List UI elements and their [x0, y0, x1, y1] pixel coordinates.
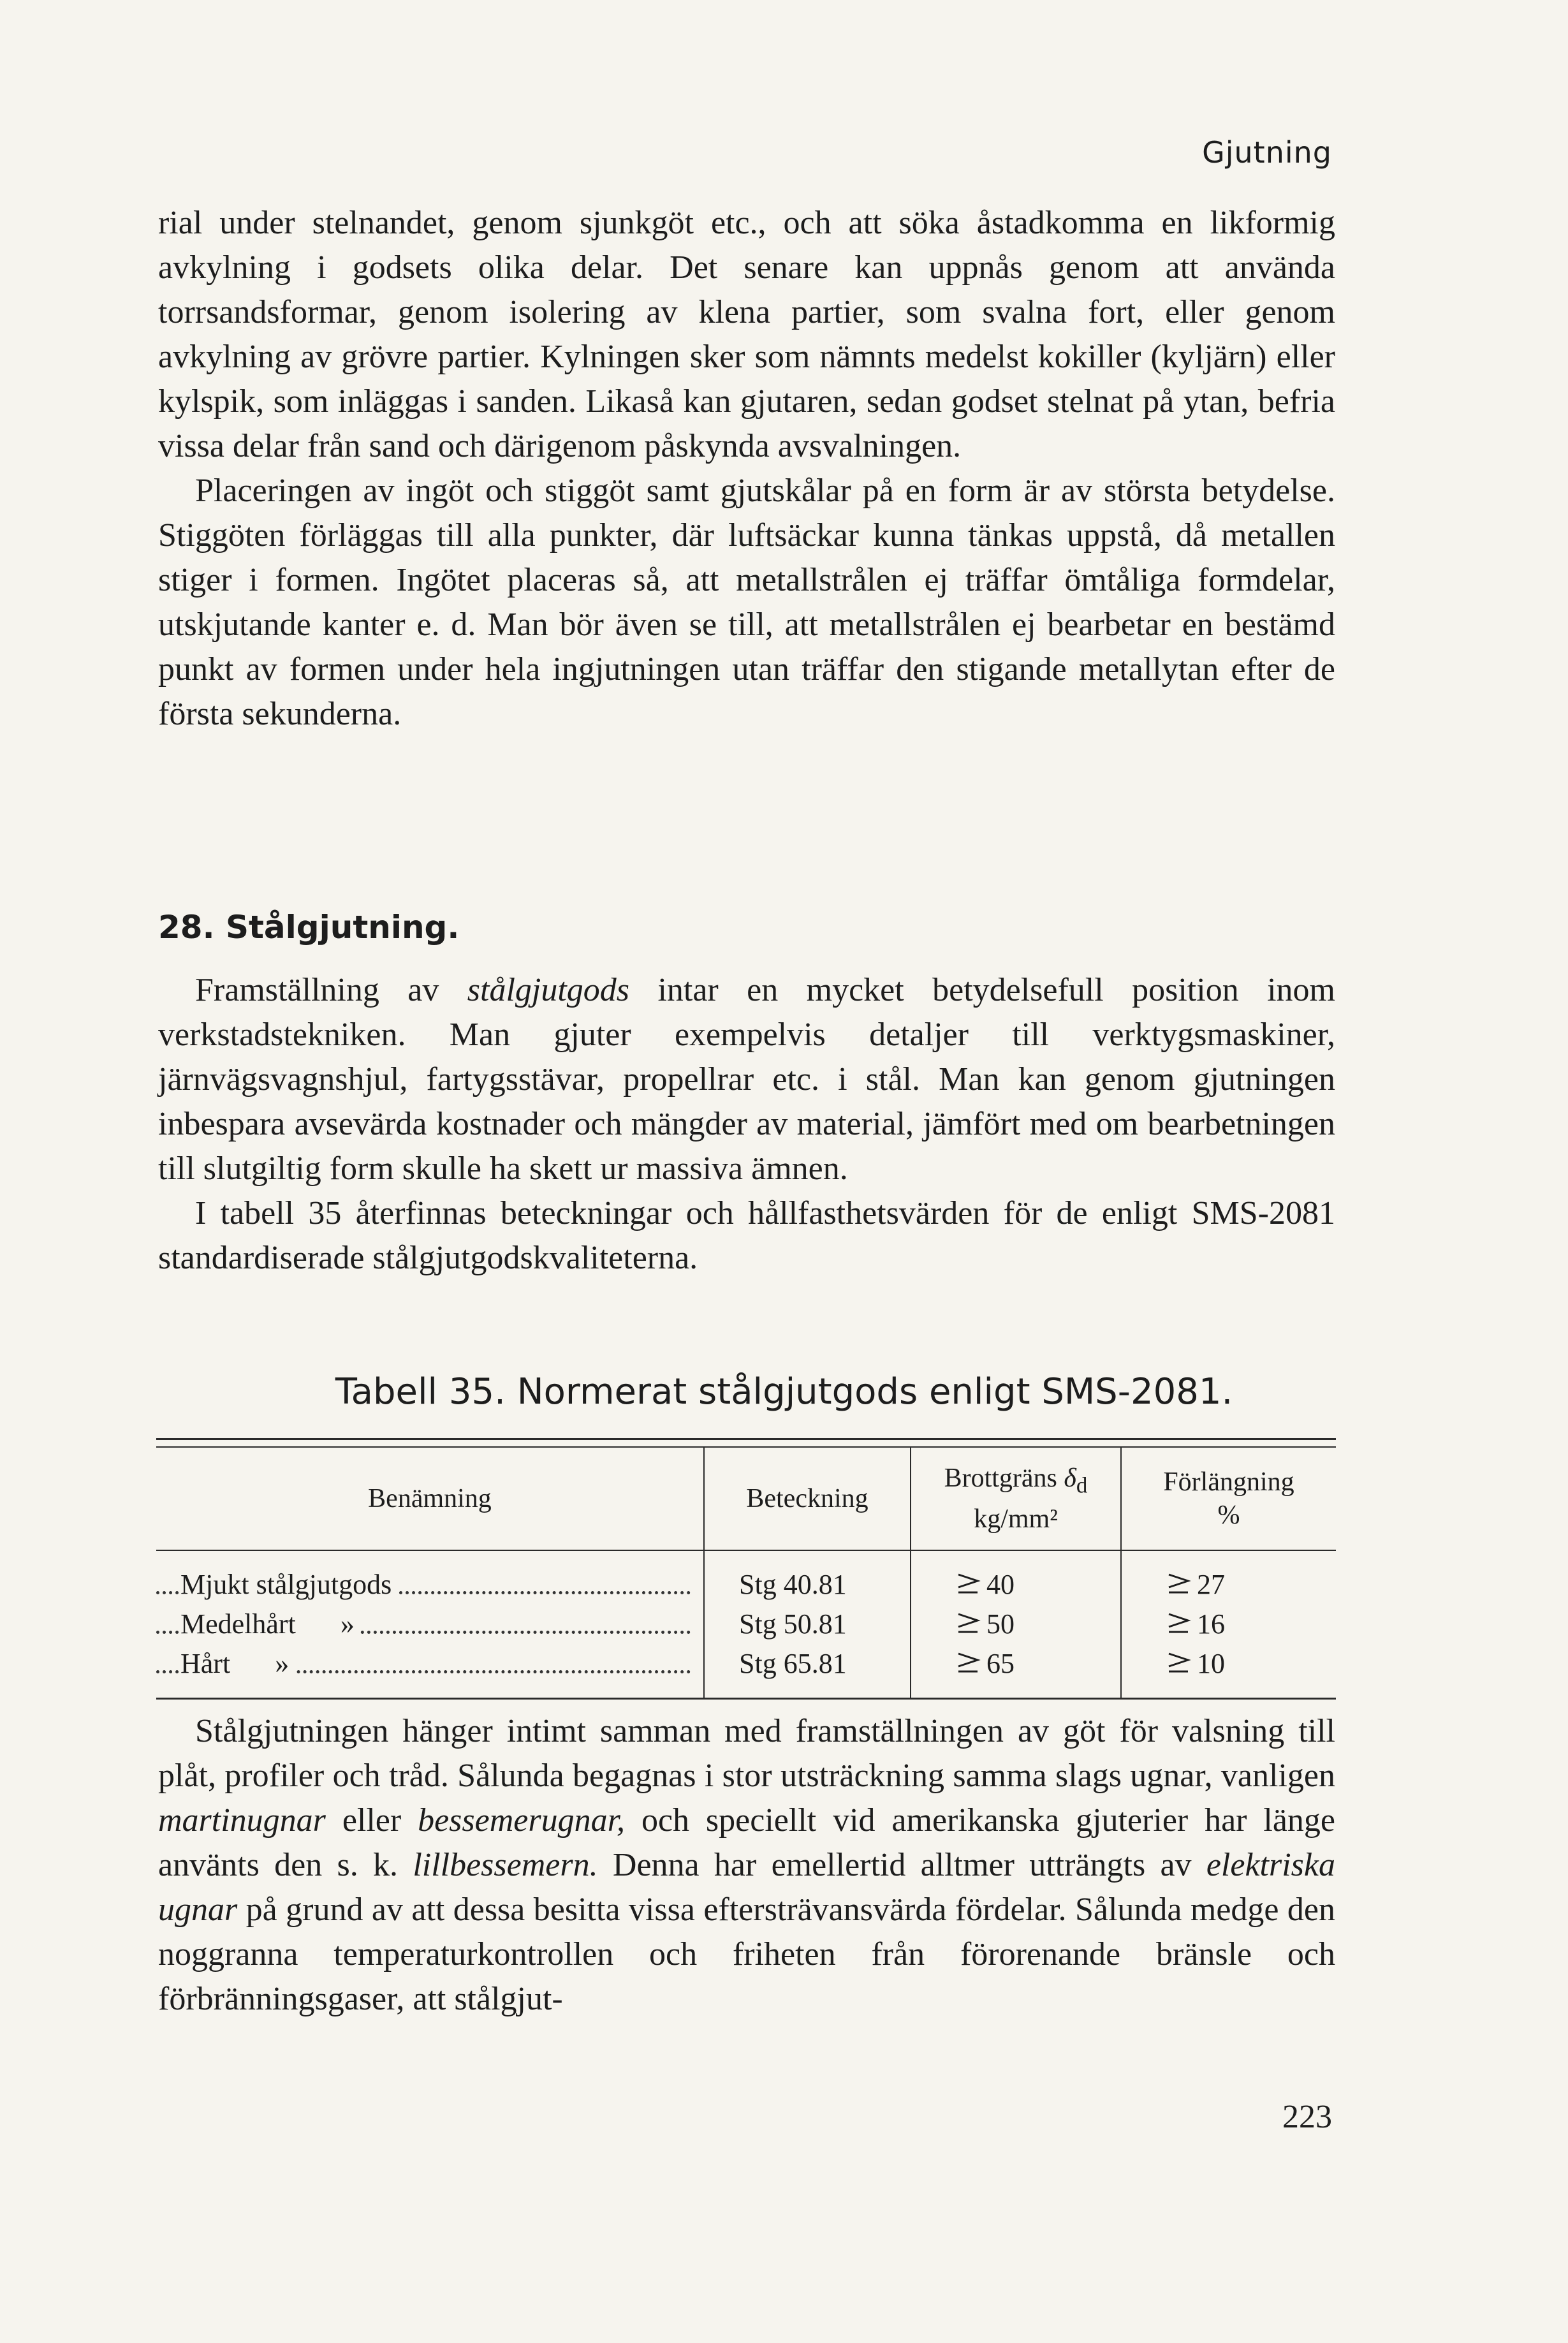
yield-value: 50	[986, 1608, 1015, 1640]
elong-value: 10	[1197, 1648, 1225, 1679]
section-heading	[158, 909, 459, 946]
header-name: Benämning	[368, 1484, 492, 1513]
elong-cell	[1122, 1565, 1336, 1605]
section-paragraph-2: I tabell 35 återfinnas beteckningar och hållfasthetsvärden för de enligt SMS-2081 standardiserade stålgjutgodskvaliteterna.	[158, 1195, 1335, 1276]
greater-equal-icon	[956, 1572, 981, 1598]
steel-casting-table	[156, 1438, 1336, 1700]
header-designation: Beteckning	[703, 1448, 910, 1550]
header-yield-sub: d	[1076, 1473, 1088, 1498]
elong-cell	[1122, 1644, 1336, 1684]
text-run: Framställning av	[195, 972, 467, 1008]
greater-equal-icon	[956, 1651, 981, 1677]
paragraph-1: rial under stelnandet, genom sjunkgöt etc., och att söka åstadkomma en likformig avkylning i godsets olika delar. Det senare kan uppnås genom att använda torrsandsformar, genom isolering av klena partier, som svalna fort, eller genom avkylning av grövre partier. Kylningen sker som nämnts medelst kokiller (kyljärn) eller kylspik, som inläggas i sanden. Likaså kan gjutaren, sedan godset stelnat på ytan, befria vissa delar från sand och därigenom påskynda avsvalningen.	[158, 205, 1335, 464]
row-name: Hårt	[180, 1648, 231, 1679]
yield-cell	[911, 1565, 1120, 1605]
table-bottom-rule	[156, 1698, 1336, 1700]
header-yield-unit: kg/mm²	[974, 1504, 1058, 1534]
table-body	[156, 1551, 1336, 1698]
designation-cell: Stg 65.81	[739, 1648, 847, 1679]
table-caption: Tabell 35. Normerat stålgjutgods enligt SMS-2081.	[335, 1371, 1233, 1413]
table-header	[156, 1448, 1336, 1550]
elong-value: 16	[1197, 1608, 1225, 1640]
italic-term: elektriska ugnar	[158, 1847, 1335, 1928]
text-run: på grund av att dessa besitta vissa eftersträvansvärda fördelar. Sålunda medge den noggranna temperaturkontrollen och friheten från förorenande bränsle och förbränningsgaser, att stålgjut-	[158, 1891, 1335, 2017]
header-elong-label: Förlängning	[1163, 1467, 1294, 1497]
section-paragraph-1	[158, 968, 1335, 1191]
yield-value: 40	[986, 1569, 1015, 1600]
table-row	[156, 1565, 703, 1605]
header-elong-unit: %	[1217, 1501, 1240, 1530]
column-yield	[910, 1551, 1120, 1698]
elong-cell	[1122, 1605, 1336, 1644]
column-designation	[703, 1551, 910, 1698]
table-top-rule	[156, 1438, 1336, 1440]
page-number: 223	[1282, 2099, 1332, 2135]
column-name	[156, 1551, 703, 1698]
body-top	[158, 201, 1335, 737]
table-row	[156, 1644, 703, 1684]
header-yield-symbol: δ	[1064, 1464, 1076, 1494]
section-body	[158, 968, 1335, 1281]
section-title: Stålgjutning.	[226, 909, 460, 946]
header-elongation	[1120, 1448, 1336, 1550]
greater-equal-icon	[956, 1612, 981, 1637]
ditto-mark: »	[340, 1608, 355, 1640]
ditto-mark: »	[275, 1648, 289, 1679]
text-run: eller	[325, 1802, 418, 1839]
header-yield-label: Brottgräns	[944, 1464, 1057, 1494]
header-yield	[910, 1448, 1120, 1550]
greater-equal-icon	[1166, 1612, 1192, 1637]
text-run: Stålgjutningen hänger intimt samman med framställningen av göt för valsning till plåt, profiler och tråd. Sålunda begagnas i stor utsträckning samma slags ugnar, vanligen	[158, 1713, 1335, 1794]
yield-cell	[911, 1644, 1120, 1684]
text-run: Denna har emellertid alltmer utträngts av	[597, 1847, 1206, 1883]
italic-term: lillbessemern.	[413, 1847, 598, 1883]
italic-term: martinugnar	[158, 1802, 326, 1839]
body-bottom	[158, 1709, 1335, 2022]
section-number: 28.	[158, 909, 215, 946]
table-row	[156, 1605, 703, 1644]
text-run: intar en mycket betydelsefull position inom verkstadstekniken. Man gjuter exempelvis detaljer till verktygsmaskiner, järnvägsvagnshjul, fartygsstävar, propellrar etc. i stål. Man kan genom gjutningen inbespara avsevärda kostnader och mängder av material, jämfört med om bearbetningen till slutgiltig form skulle ha skett ur massiva ämnen.	[158, 972, 1335, 1187]
greater-equal-icon	[1166, 1572, 1192, 1598]
running-header: Gjutning	[1202, 135, 1332, 170]
greater-equal-icon	[1166, 1651, 1192, 1677]
row-name: Mjukt stålgjutgods	[180, 1569, 392, 1600]
column-elongation	[1120, 1551, 1336, 1698]
designation-cell: Stg 40.81	[739, 1569, 847, 1600]
yield-cell	[911, 1605, 1120, 1644]
yield-value: 65	[986, 1648, 1015, 1679]
text-run: och speciellt vid amerikanska gjuterier har länge använts den s. k.	[158, 1802, 1335, 1883]
paragraph-bottom	[158, 1709, 1335, 2022]
row-name: Medelhårt	[180, 1608, 296, 1640]
italic-term: bessemerugnar,	[418, 1802, 626, 1839]
designation-cell: Stg 50.81	[739, 1608, 847, 1640]
elong-value: 27	[1197, 1569, 1225, 1600]
italic-term: stålgjutgods	[467, 972, 630, 1008]
paragraph-2: Placeringen av ingöt och stiggöt samt gjutskålar på en form är av största betydelse. Stiggöten förläggas till alla punkter, där luftsäckar kunna tänkas uppstå, då metallen stiger i formen. Ingötet placeras så, att metallstrålen ej träffar ömtåliga formdelar, utskjutande kanter e. d. Man bör även se till, att metallstrålen ej bearbetar en bestämd punkt av formen under hela ingjutningen utan träffar den stigande metallytan efter de första sekunderna.	[158, 473, 1335, 732]
